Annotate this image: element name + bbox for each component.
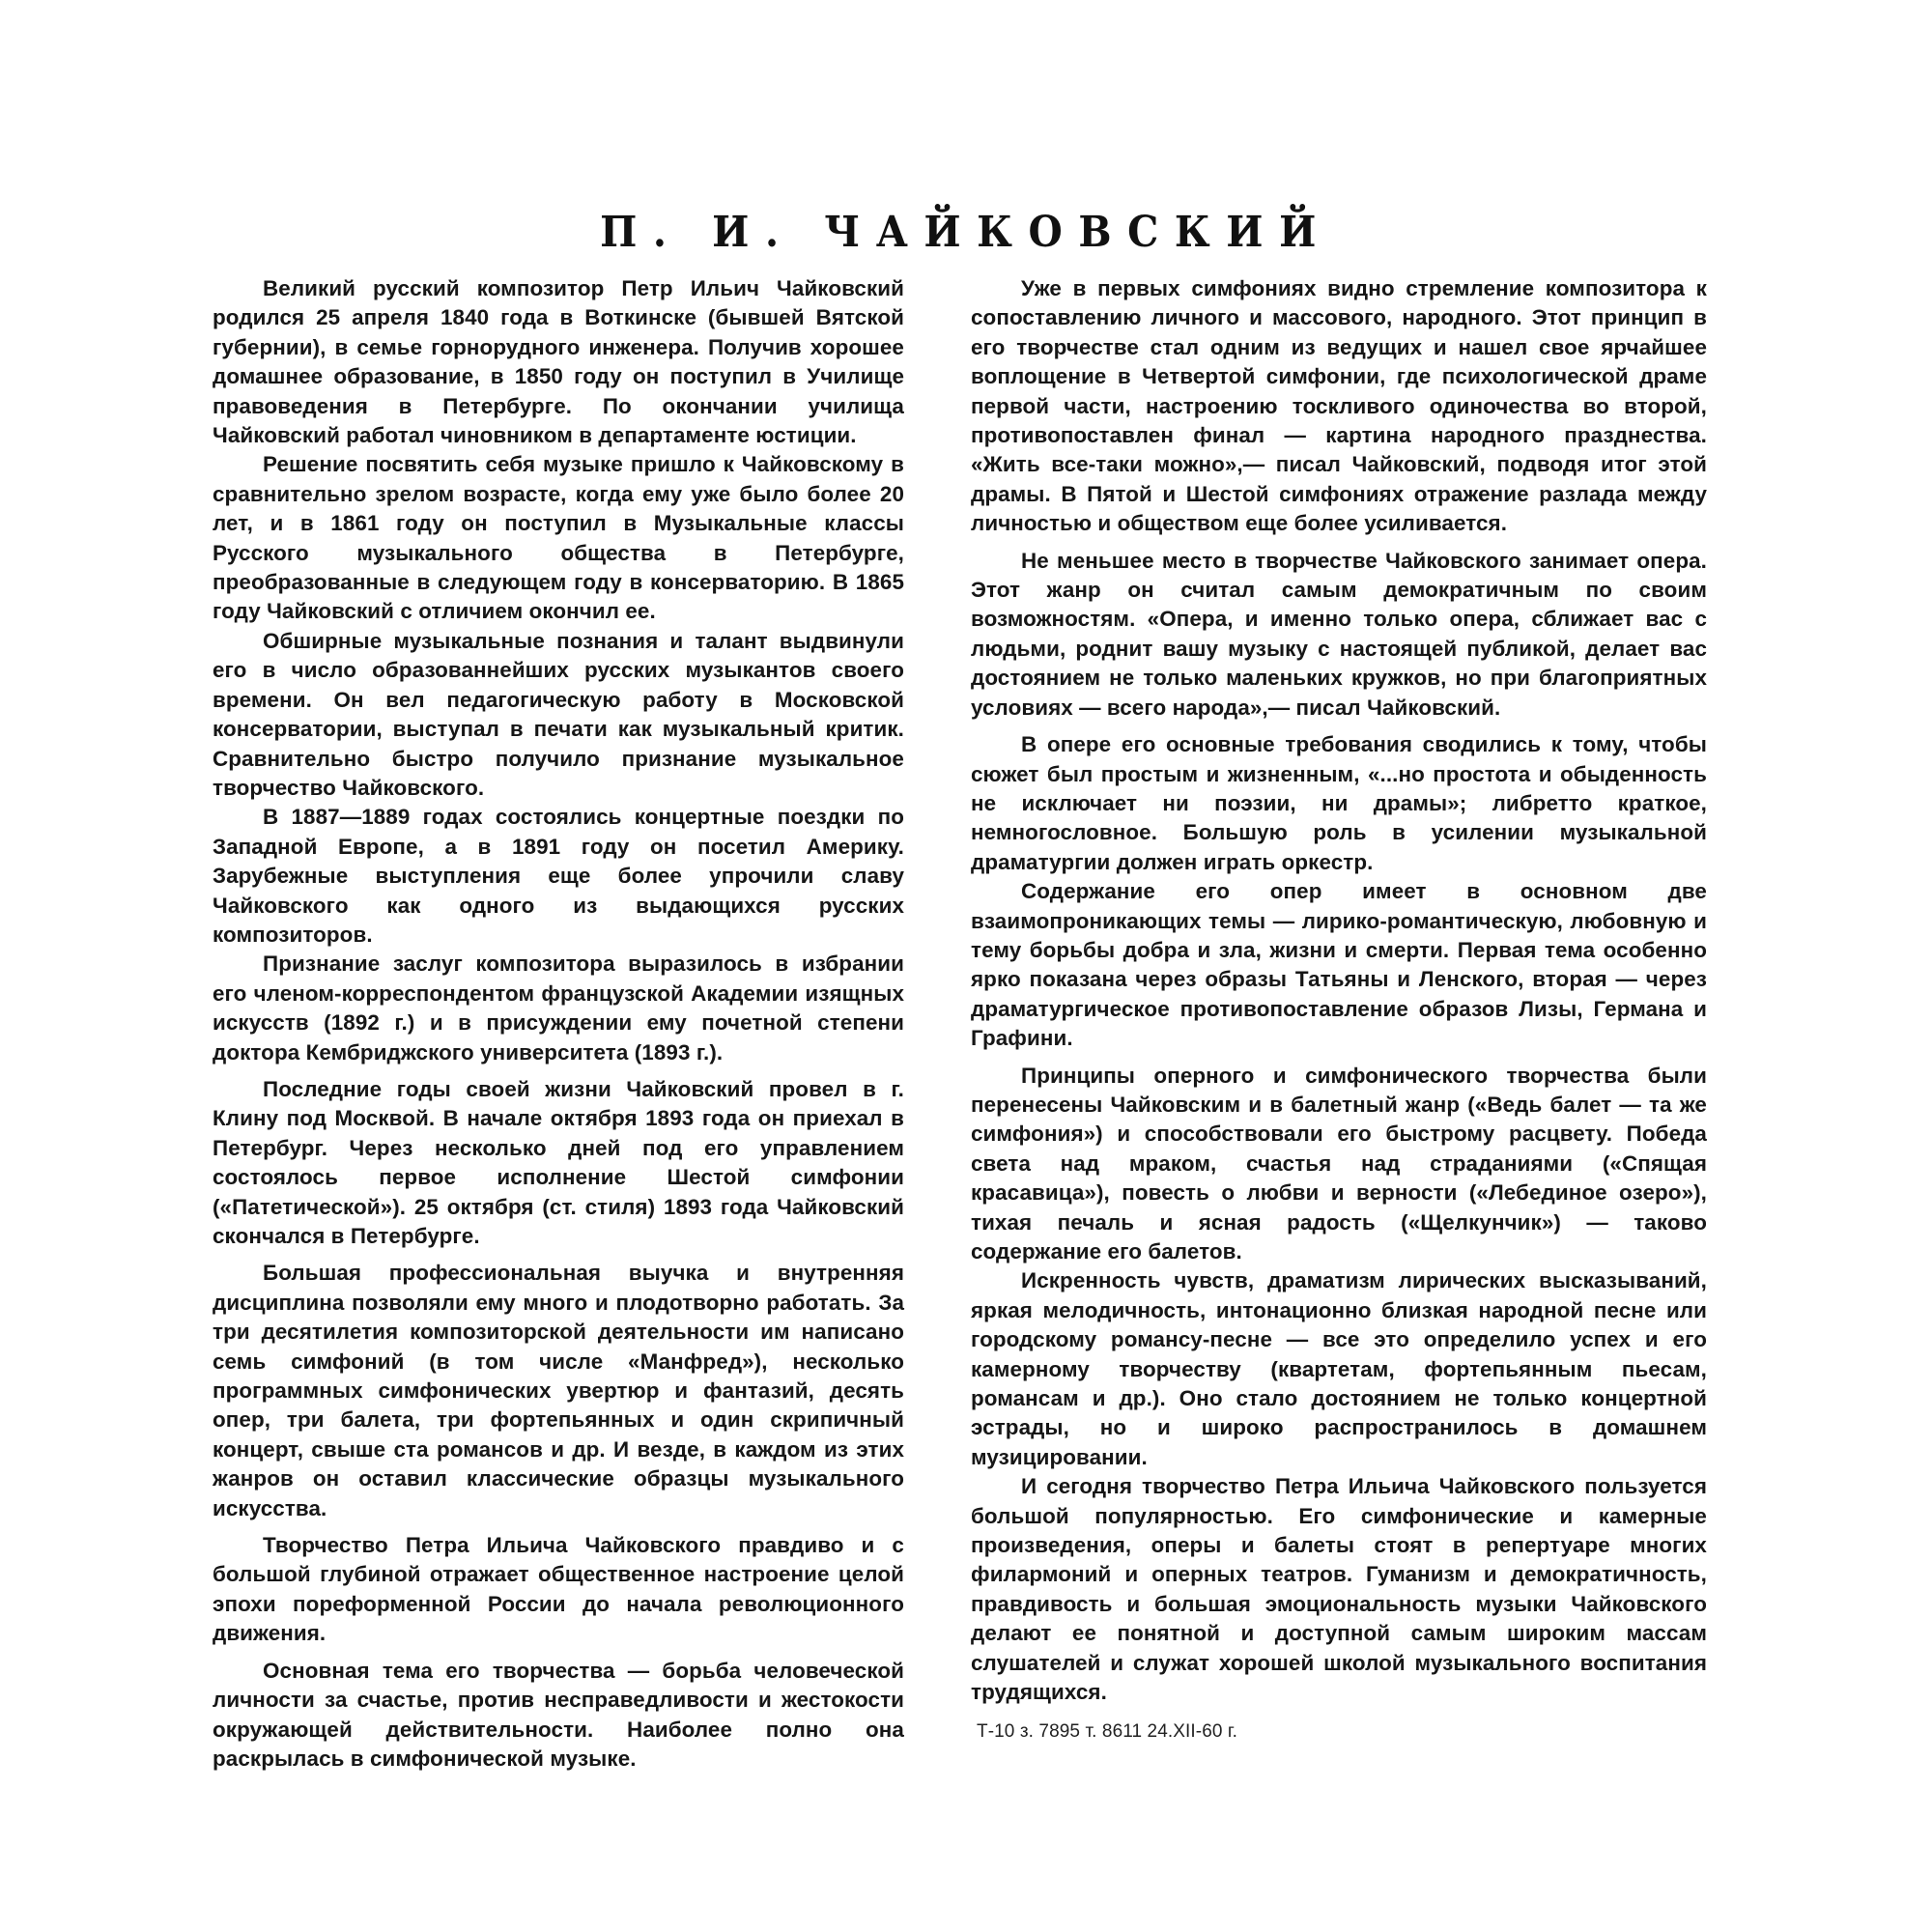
paragraph-main-theme: Основная тема его творчества — борьба человеческой личности за счастье, против несправедливости и жестокости окружающей действительности. Наиболее полно она раскрылась в симфонической музыке. (213, 1658, 904, 1771)
paragraph-education-career: Обширные музыкальные познания и талант выдвинули его в число образованнейших русских музыкантов своего времени. Он вел педагогическую работу в Московской консерватории, выступал в печати как музыкальный критик. Сравнительно быстро получило признание музыкальное творчество Чайковского. (213, 628, 904, 800)
paragraph-symphonies: Уже в первых симфониях видно стремление композитора к сопоставлению личного и массового, народного. Этот принцип в его творчестве стал одним из ведущих и нашел свое ярчайшее воплощение в Четвертой симфонии, где психологической драме первой части, настроению тоскливого одиночества во второй, противопоставлен финал — картина народного празднества. «Жить все-таки можно»,— писал Чайковский, подводя итог этой драмы. В Пятой и Шестой симфониях отражение разлада между личностью и обществом еще более усиливается. (971, 276, 1707, 536)
paragraph-foreign-tours: В 1887—1889 годах состоялись концертные поездки по Западной Европе, а в 1891 году он посетил Америку. Зарубежные выступления еще более упрочили славу Чайковского как одного из выдающихся русских композиторов. (213, 805, 904, 947)
paragraph-social-reflection: Творчество Петра Ильича Чайковского правдиво и с большой глубиной отражает общественное настроение целой эпохи пореформенной России до начала революционного движения. (213, 1533, 904, 1646)
paragraph-legacy-today: И сегодня творчество Петра Ильича Чайковского пользуется большой популярностью. Его симфонические и камерные произведения, оперы и балеты стоят в репертуаре многих филармоний и оперных театров. Гуманизм и демократичность, правдивость и большая эмоциональность музыки Чайковского делают ее понятной и доступной самым широким массам слушателей и служат хорошей школой музыкального воспитания трудящихся. (971, 1474, 1707, 1705)
paragraph-opera-place: Не меньшее место в творчестве Чайковского занимает опера. Этот жанр он считал самым демократичным по своим возможностям. «Опера, и именно только опера, сближает вас с людьми, роднит вашу музыку с настоящей публикой, делает вас достоянием не только маленьких кружков, но при благоприятных условиях — всего народа»,— писал Чайковский. (971, 548, 1707, 720)
paragraph-opera-requirements: В опере его основные требования сводились к тому, чтобы сюжет был простым и жизненным, «...но простота и обыденность не исключает ни поэзии, ни драмы»; либретто краткое, немногословное. Большую роль в усилении музыкальной драматургии должен играть оркестр. (971, 732, 1707, 874)
paragraph-recognition: Признание заслуг композитора выразилось в избрании его членом-корреспондентом французской Академии изящных искусств (1892 г.) и в присуждении ему почетной степени доктора Кембриджского университета (1893 г.). (213, 951, 904, 1065)
paragraph-works-list: Большая профессиональная выучка и внутренняя дисциплина позволяли ему много и плодотворно работать. За три десятилетия композиторской деятельности им написано семь симфоний (в том числе «Манфред»), несколько программных симфонических увертюр и фантазий, десять опер, три балета, три фортепьянных и один скрипичный концерт, свыше ста романсов и др. И везде, в каждом из этих жанров он оставил классические образцы музыкального искусства. (213, 1261, 904, 1520)
paragraph-opera-themes: Содержание его опер имеет в основном две взаимопроникающих темы — лирико-романтическую, любовную и тему борьбы добра и зла, жизни и смерти. Первая тема особенно ярко показана через образы Татьяны и Ленского, вторая — через драматургическое противопоставление образов Лизы, Германа и Графини. (971, 879, 1707, 1051)
right-text-column (971, 274, 1707, 1746)
paragraph-music-decision: Решение посвятить себя музыке пришло к Чайковскому в сравнительно зрелом возрасте, когда ему уже было более 20 лет, и в 1861 году он поступил в Музыкальные классы Русского музыкального общества в Петербурге, преобразованные в следующем году в консерваторию. В 1865 году Чайковский с отличием окончил ее. (213, 452, 904, 624)
paragraph-last-years: Последние годы своей жизни Чайковский провел в г. Клину под Москвой. В начале октября 1893 года он приехал в Петербург. Через несколько дней под его управлением состоялось первое исполнение Шестой симфонии («Патетической»). 25 октября (ст. стиля) 1893 года Чайковский скончался в Петербурге. (213, 1076, 904, 1248)
paragraph-ballet: Принципы оперного и симфонического творчества были перенесены Чайковским и в балетный жанр («Ведь балет — та же симфония») и способствовали его быстрому расцвету. Победа света над мраком, счастья над страданиями («Спящая красавица»), повесть о любви и верности («Лебединое озеро»), тихая печаль и ясная радость («Щелкунчик») — таково содержание его балетов. (971, 1063, 1707, 1264)
left-text-column (213, 274, 904, 1774)
paragraph-biography-birth: Великий русский композитор Петр Ильич Чайковский родился 25 апреля 1840 года в Воткинске (бывшей Вятской губернии), в семье горнорудного инженера. Получив хорошее домашнее образование, в 1850 году он поступил в Училище правоведения в Петербурге. По окончании училища Чайковский работал чиновником в департаменте юстиции. (213, 276, 904, 448)
page-title: П. И. ЧАЙКОВСКИЙ (600, 208, 1332, 258)
paragraph-chamber-works: Искренность чувств, драматизм лирических высказываний, яркая мелодичность, интонационно близкая народной песне или городскому романсу-песне — все это определило успех и его камерному творчеству (квартетам, фортепьянным пьесам, романсам и др.). Оно стало достоянием не только концертной эстрады, но и широко распространилось в домашнем музицировании. (971, 1268, 1707, 1469)
print-imprint: Т-10 з. 7895 т. 8611 24.XII-60 г. (977, 1720, 1238, 1742)
